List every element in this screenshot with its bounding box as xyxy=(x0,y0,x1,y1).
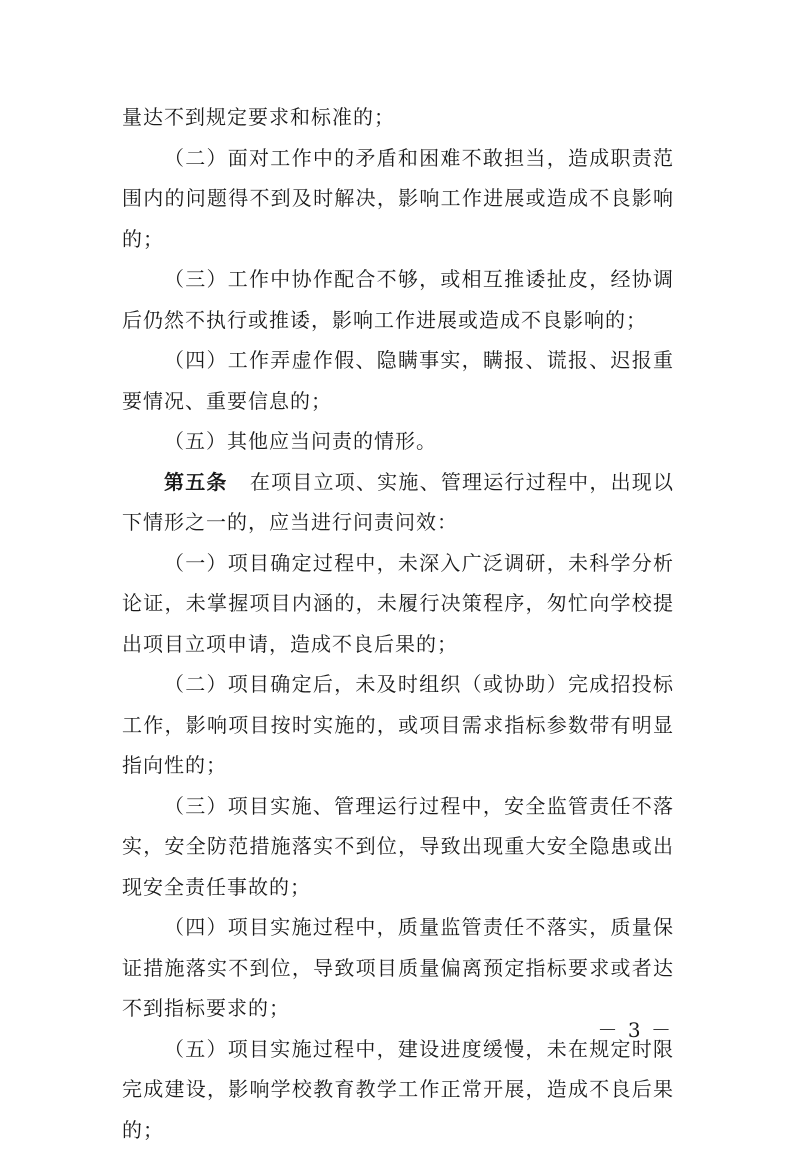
article-5-heading: 第五条 xyxy=(164,470,228,494)
paragraph-item-3: （三）工作中协作配合不够，或相互推诿扯皮，经协调后仍然不执行或推诿，影响工作进展或造成不良影响的； xyxy=(122,259,674,340)
paragraph-item-2: （二）面对工作中的矛盾和困难不敢担当，造成职责范围内的问题得不到及时解决，影响工作进展或造成不良影响的； xyxy=(122,138,674,260)
document-body xyxy=(122,97,674,1150)
paragraph-item-5: （五）其他应当问责的情形。 xyxy=(122,421,674,462)
article-5-item-5: （五）项目实施过程中，建设进度缓慢，未在规定时限完成建设，影响学校教育教学工作正常开展，造成不良后果的； xyxy=(122,1029,674,1150)
article-5-text: 在项目立项、实施、管理运行过程中，出现以下情形之一的，应当进行问责问效： xyxy=(122,470,674,535)
article-5-item-4: （四）项目实施过程中，质量监管责任不落实，质量保证措施落实不到位，导致项目质量偏离预定指标要求或者达不到指标要求的； xyxy=(122,907,674,1029)
article-5-paragraph xyxy=(122,462,674,543)
paragraph-item-4: （四）工作弄虚作假、隐瞒事实，瞒报、谎报、迟报重要情况、重要信息的； xyxy=(122,340,674,421)
article-5-item-2: （二）项目确定后，未及时组织（或协助）完成招投标工作，影响项目按时实施的，或项目需求指标参数带有明显指向性的； xyxy=(122,664,674,786)
article-5-item-1: （一）项目确定过程中，未深入广泛调研，未科学分析论证，未掌握项目内涵的，未履行决策程序，匆忙向学校提出项目立项申请，造成不良后果的； xyxy=(122,543,674,665)
paragraph-continuation: 量达不到规定要求和标准的； xyxy=(122,97,674,138)
article-5-item-3: （三）项目实施、管理运行过程中，安全监管责任不落实，安全防范措施落实不到位，导致出现重大安全隐患或出现安全责任事故的； xyxy=(122,786,674,908)
page-number: － 3 － xyxy=(598,1016,673,1044)
